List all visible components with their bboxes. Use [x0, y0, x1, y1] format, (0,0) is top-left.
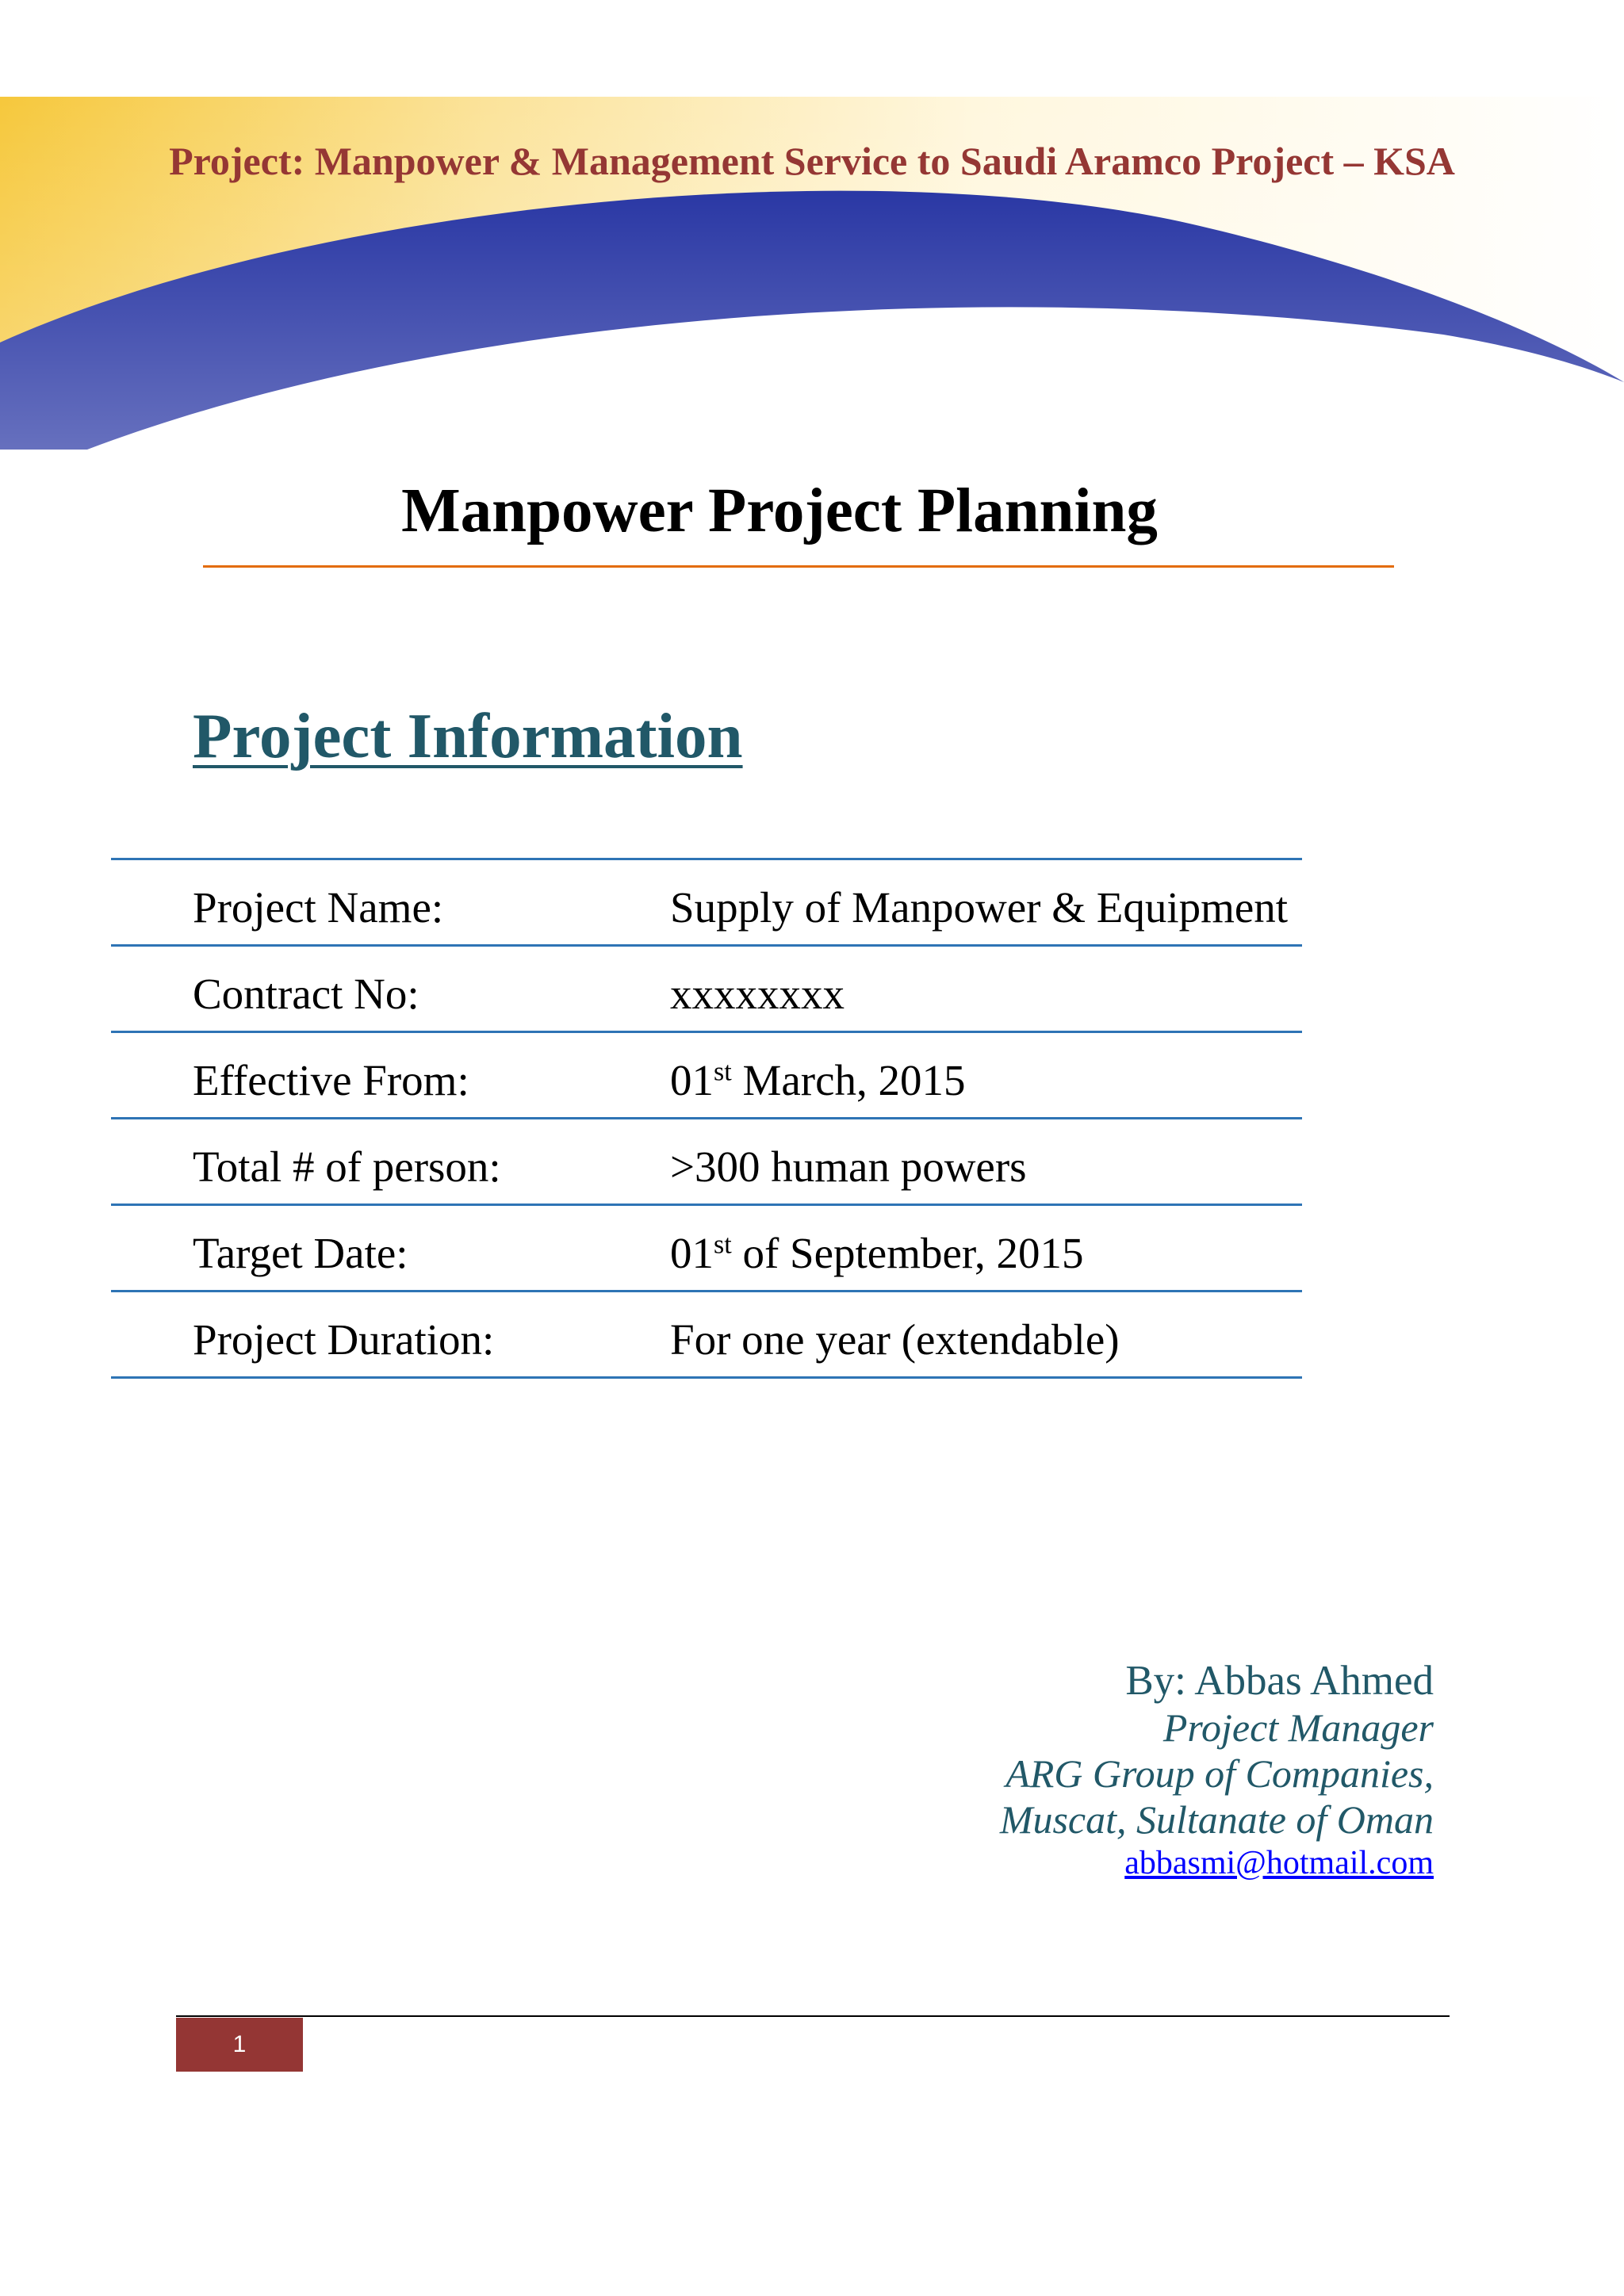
- author-location: Muscat, Sultanate of Oman: [999, 1797, 1434, 1842]
- table-row: [111, 1033, 1302, 1117]
- title-divider: [203, 565, 1394, 568]
- page-number: 1: [176, 2018, 303, 2072]
- author-email-link[interactable]: abbasmi@hotmail.com: [1124, 1845, 1434, 1881]
- table-rule: [111, 1376, 1302, 1379]
- row-label: Effective From:: [193, 1056, 469, 1104]
- row-label: Project Name:: [193, 883, 444, 932]
- table-row: [111, 1119, 1302, 1203]
- row-value: 01st of September, 2015: [670, 1229, 1084, 1277]
- table-row: [111, 860, 1302, 944]
- row-value: 01st March, 2015: [670, 1056, 966, 1104]
- row-label: Total # of person:: [193, 1142, 501, 1191]
- section-heading: Project Information: [193, 700, 743, 771]
- project-info-table: [111, 858, 1302, 1379]
- row-value: For one year (extendable): [670, 1315, 1120, 1364]
- row-value: xxxxxxxx: [670, 970, 845, 1018]
- author-name: By: Abbas Ahmed: [1125, 1658, 1434, 1704]
- row-label: Target Date:: [193, 1229, 408, 1277]
- row-label: Project Duration:: [193, 1315, 495, 1364]
- row-value: Supply of Manpower & Equipment: [670, 883, 1289, 932]
- table-row: [111, 1206, 1302, 1290]
- table-row: [111, 947, 1302, 1031]
- page-title: Manpower Project Planning: [401, 476, 1158, 545]
- table-row: [111, 1292, 1302, 1376]
- author-role: Project Manager: [1162, 1705, 1434, 1750]
- project-header-line: Project: Manpower & Management Service to Saudi Aramco Project – KSA: [169, 139, 1455, 183]
- row-label: Contract No:: [193, 970, 419, 1018]
- author-company: ARG Group of Companies,: [1005, 1751, 1434, 1796]
- author-block: [1000, 1657, 1434, 1884]
- footer-divider: [176, 2015, 1450, 2017]
- row-value: >300 human powers: [670, 1142, 1027, 1191]
